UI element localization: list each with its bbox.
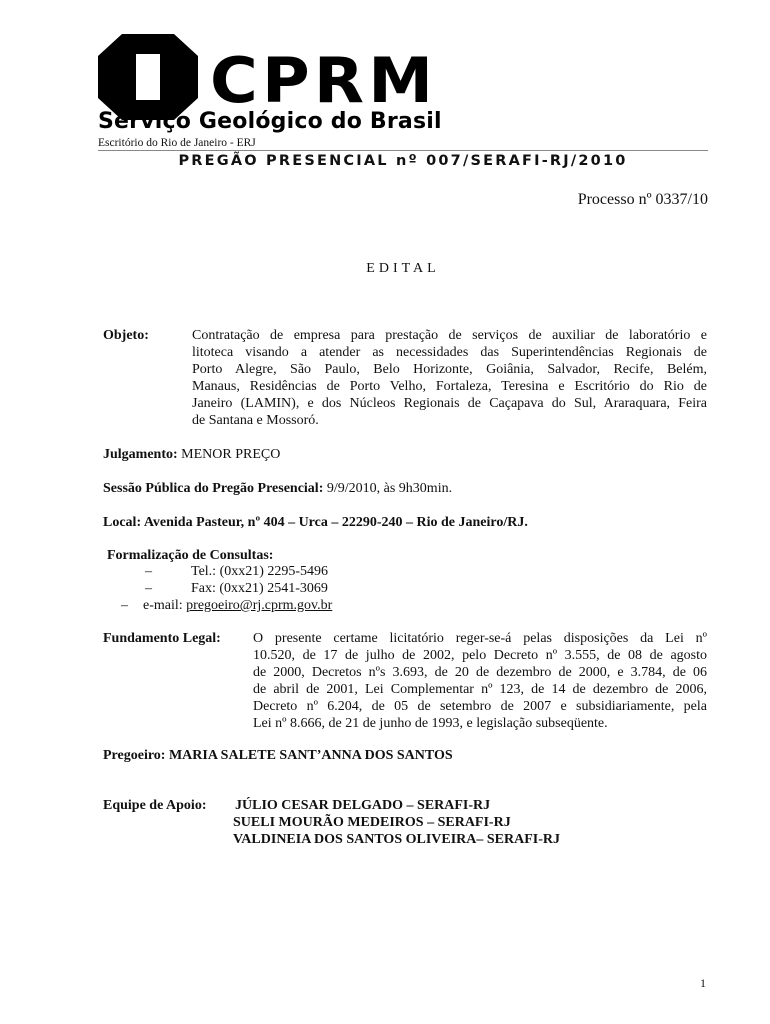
fundamento-line: de 2000, Decretos nºs 3.693, de 20 de dezembro de 2000, e 3.784, de 06 (253, 665, 707, 680)
equipe-member: SUELI MOURÃO MEDEIROS – SERAFI-RJ (233, 815, 511, 830)
office-name: Escritório do Rio de Janeiro - ERJ (98, 137, 256, 149)
email-line (143, 597, 332, 614)
dash-email: – (121, 598, 128, 613)
equipe-member: JÚLIO CESAR DELGADO – SERAFI-RJ (235, 798, 491, 813)
fundamento-label: Fundamento Legal: (103, 631, 221, 646)
objeto-line: Contratação de empresa para prestação de serviços de auxiliar de laboratório e (192, 328, 707, 343)
julgamento (103, 446, 280, 463)
fundamento-line: Decreto nº 6.204, de 05 de setembro de 2007 e subsidiariamente, pela (253, 699, 707, 714)
fundamento-text (253, 630, 707, 732)
sessao-publica (103, 480, 452, 497)
julgamento-value: MENOR PREÇO (181, 447, 281, 462)
julgamento-label: Julgamento: (103, 447, 178, 462)
objeto-line: Janeiro (LAMIN), e dos Núcleos Regionais de Caçapava do Sul, Araraquara, Feira (192, 396, 707, 411)
fax-line: Fax: (0xx21) 2541-3069 (191, 581, 328, 596)
objeto-line: Manaus, Residências de Porto Velho, Fortaleza, Teresina e Escritório do Rio de (192, 379, 707, 394)
dash-fax: – (145, 581, 152, 596)
fundamento-line: O presente certame licitatório reger-se-á pelas disposições da Lei nº (253, 631, 707, 646)
document-title: PREGÃO PRESENCIAL nº 007/SERAFI-RJ/2010 (178, 153, 628, 169)
objeto-line: Porto Alegre, São Paulo, Belo Horizonte, Goiânia, Salvador, Recife, Belém, (192, 362, 707, 377)
fundamento-line: 10.520, de 17 de julho de 2002, pelo Decreto nº 3.555, de 08 de agosto (253, 648, 707, 663)
objeto-line: de Santana e Mossoró. (192, 413, 319, 428)
process-number: Processo nº 0337/10 (577, 191, 708, 208)
logo-wordmark: CPRM (210, 44, 438, 117)
consultas-label: Formalização de Consultas: (107, 548, 274, 563)
edital-heading: EDITAL (366, 261, 440, 276)
objeto-text (192, 327, 707, 429)
fundamento-line: de abril de 2001, Lei Complementar nº 123, de 14 de dezembro de 2006, (253, 682, 707, 697)
sessao-value: 9/9/2010, às 9h30min. (326, 481, 453, 496)
pregoeiro: Pregoeiro: MARIA SALETE SANT’ANNA DOS SANTOS (103, 748, 453, 763)
email-label: e-mail: (143, 598, 183, 613)
tel-line: Tel.: (0xx21) 2295-5496 (191, 564, 329, 579)
fundamento-line: Lei nº 8.666, de 21 de junho de 1993, e legislação subseqüente. (253, 716, 608, 731)
page-number: 1 (700, 976, 706, 990)
email-link[interactable]: pregoeiro@rj.cprm.gov.br (186, 598, 333, 613)
objeto-line: litoteca visando a atender as necessidades das Superintendências Regionais de (192, 345, 707, 360)
header-divider (98, 150, 708, 151)
equipe-member: VALDINEIA DOS SANTOS OLIVEIRA– SERAFI-RJ (233, 832, 561, 847)
sessao-label: Sessão Pública do Pregão Presencial: (103, 481, 324, 496)
equipe-label: Equipe de Apoio: (103, 798, 207, 813)
dash-tel: – (145, 564, 152, 579)
logo-subtitle: Serviço Geológico do Brasil (98, 109, 442, 134)
objeto-label: Objeto: (103, 328, 149, 343)
local-address: Local: Avenida Pasteur, nº 404 – Urca – 22290-240 – Rio de Janeiro/RJ. (103, 515, 528, 530)
